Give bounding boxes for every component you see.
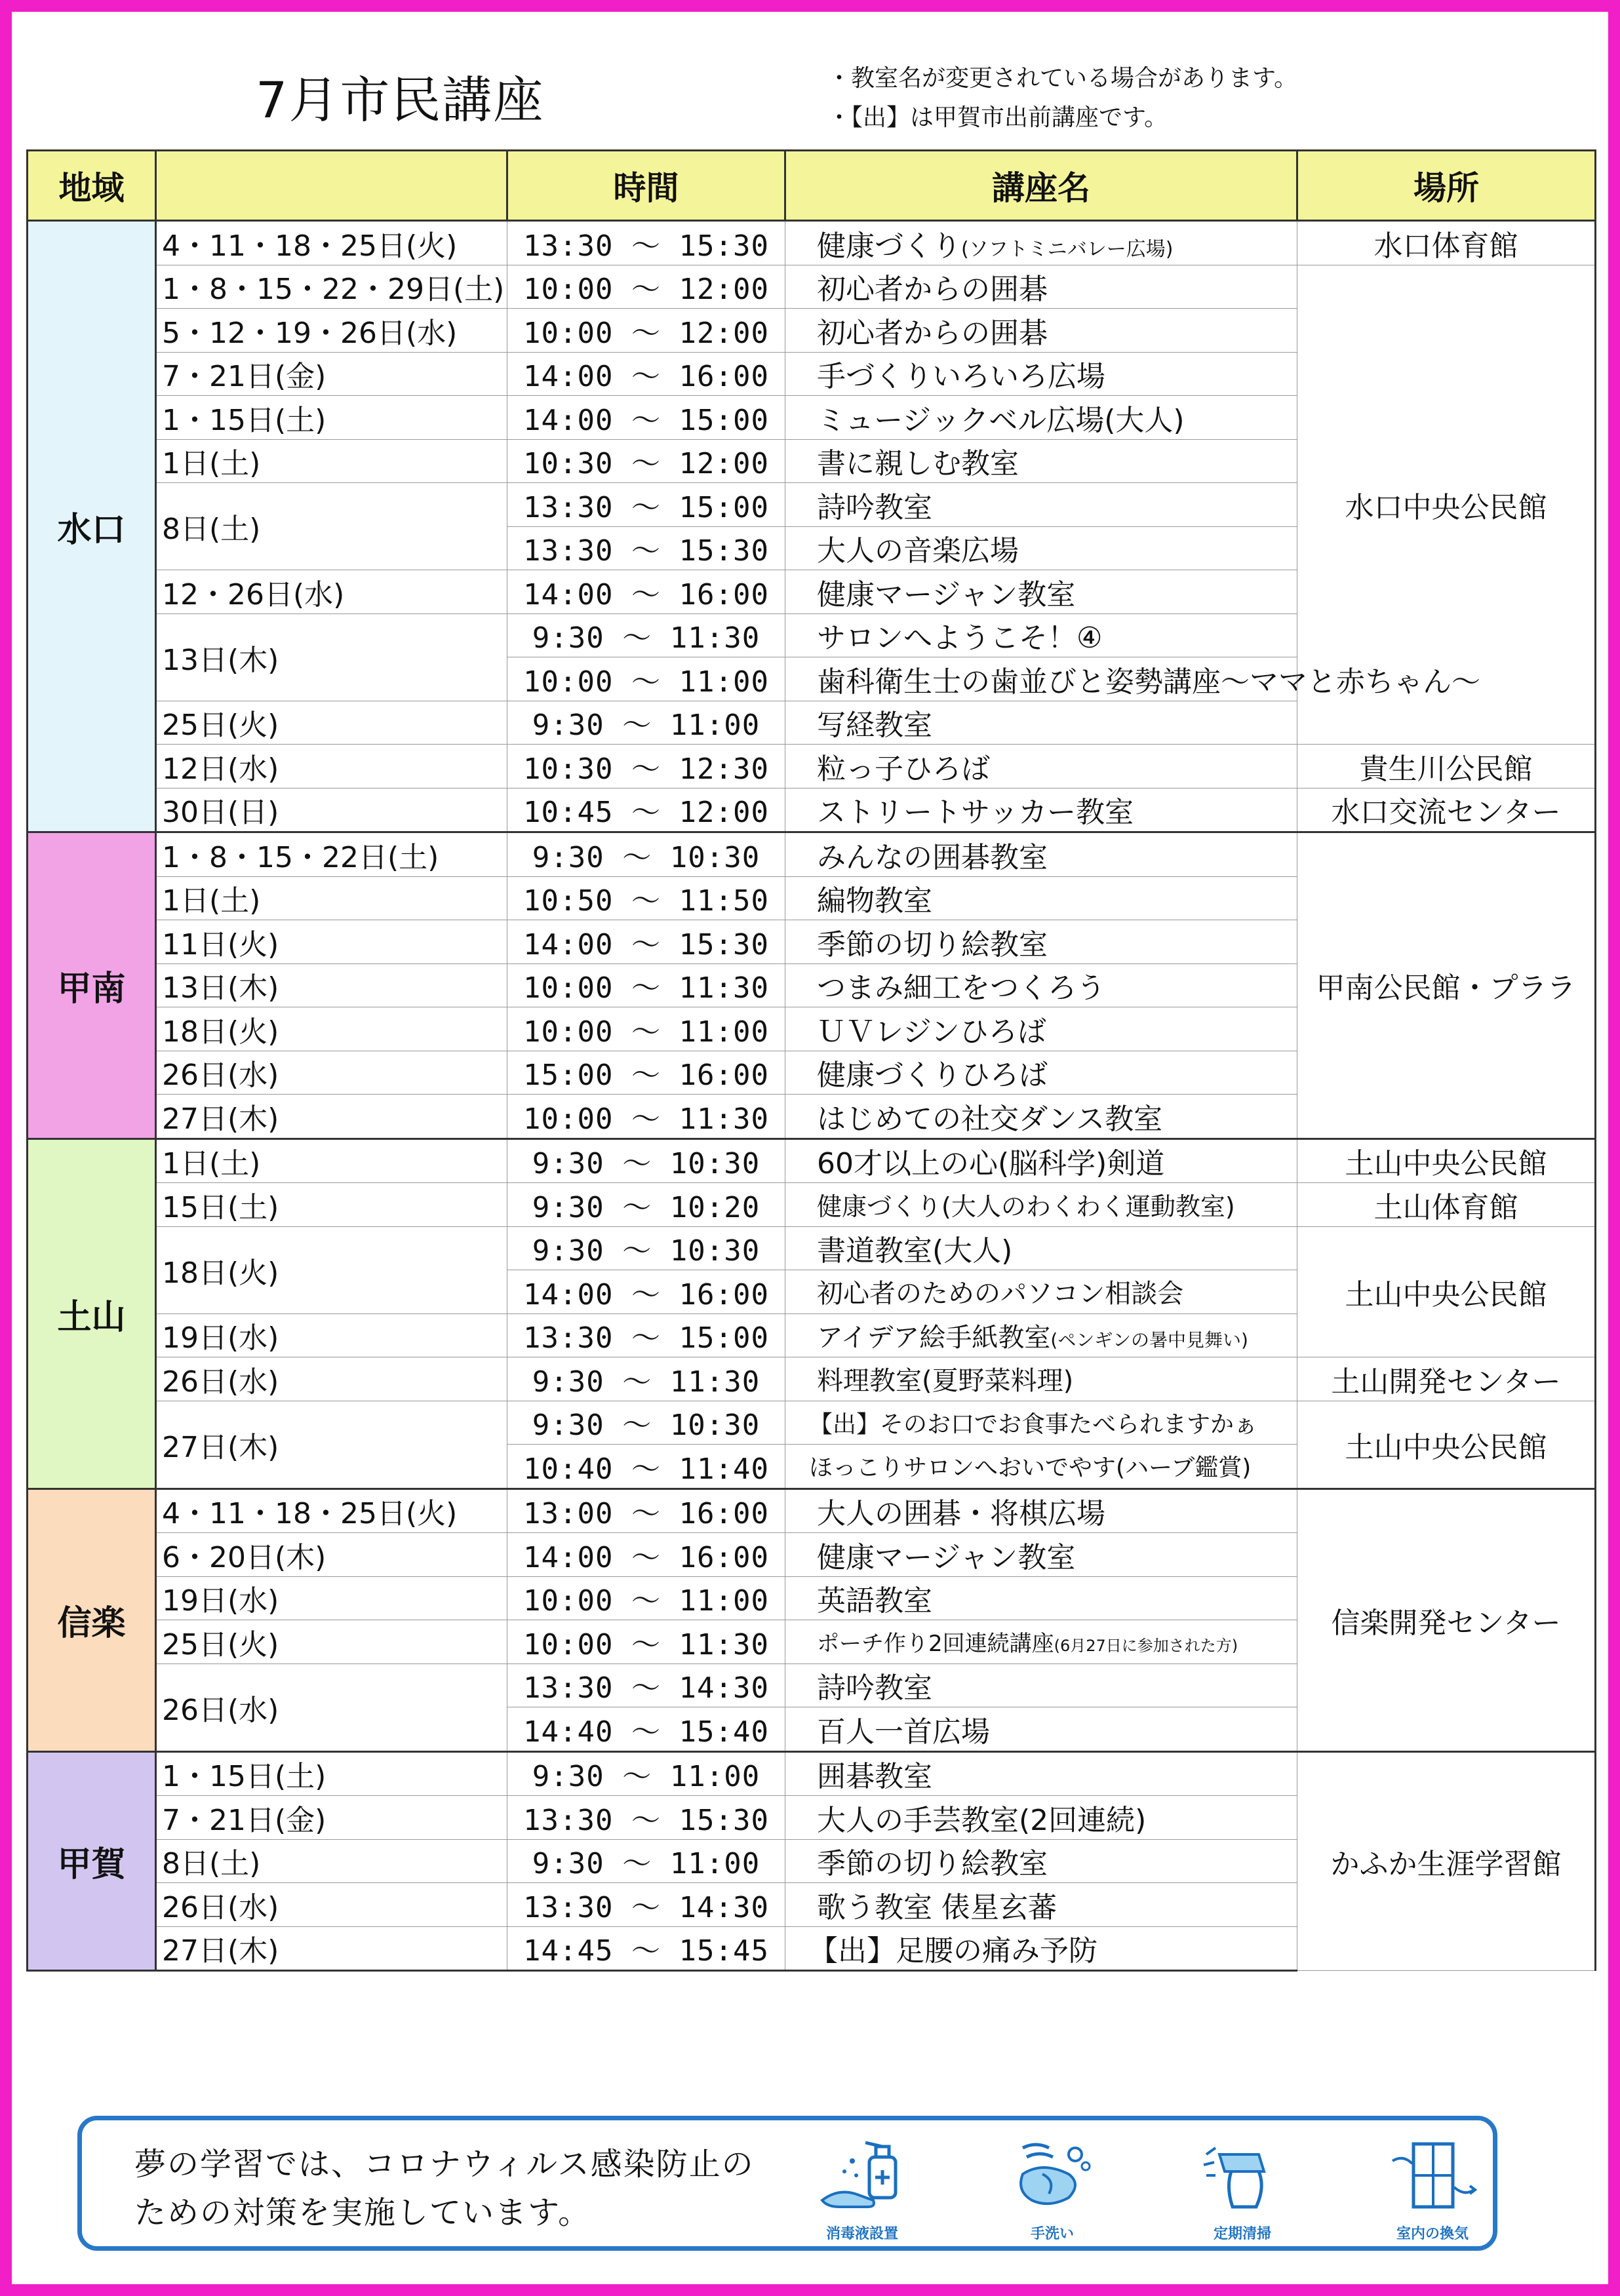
- row-date: 1日(土): [156, 439, 507, 483]
- row-name: 書道教室(大人): [785, 1226, 1297, 1270]
- row-time: 13:00 ～ 16:00: [507, 1489, 785, 1533]
- row-time: 9:30 ～ 10:30: [507, 1138, 785, 1183]
- row-name: 粒っ子ひろば: [785, 745, 1297, 788]
- row-time: 13:30 ～ 15:30: [507, 526, 785, 570]
- row-name: 大人の音楽広場: [785, 526, 1297, 570]
- row-time: 13:30 ～ 15:00: [507, 483, 785, 527]
- row-time: 10:00 ～ 11:30: [507, 1095, 785, 1139]
- region-shigaraki: 信楽: [28, 1489, 156, 1751]
- header-region: 地域: [28, 151, 156, 221]
- row-time: 9:30 ～ 11:00: [507, 1839, 785, 1883]
- row-name: ストリートサッカー教室: [785, 788, 1297, 832]
- row-name: ミュージックベル広場(大人): [785, 396, 1297, 440]
- row-name: 歯科衛生士の歯並びと姿勢講座～ママと赤ちゃん～: [785, 657, 1297, 701]
- region-minakuchi: 水口: [28, 221, 156, 832]
- row-place: かふか生涯学習館: [1297, 1751, 1596, 1971]
- row-date: 27日(木): [156, 1926, 507, 1971]
- row-name: 詩吟教室: [785, 1664, 1297, 1707]
- row-time: 10:50 ～ 11:50: [507, 876, 785, 920]
- row-date: 30日(日): [156, 788, 507, 832]
- covid-notice-line2: ための対策を実施しています。: [134, 2194, 591, 2231]
- covid-notice-line1: 夢の学習では、コロナウィルス感染防止の: [134, 2146, 755, 2183]
- row-time: 10:30 ～ 12:30: [507, 745, 785, 788]
- sanitizer-label: 消毒液設置: [825, 2226, 898, 2242]
- header-place: 場所: [1297, 151, 1596, 221]
- row-name: 料理教室(夏野菜料理): [785, 1357, 1297, 1401]
- row-date: 11日(火): [156, 920, 507, 964]
- row-date: 25日(火): [156, 1620, 507, 1664]
- handwash-icon: [993, 2135, 1111, 2243]
- row-name: 大人の手芸教室(2回連続): [785, 1796, 1297, 1840]
- row-name: 書に親しむ教室: [785, 439, 1297, 483]
- row-name: 健康マージャン教室: [785, 1533, 1297, 1577]
- sanitizer-icon: [803, 2135, 921, 2243]
- row-date: 12・26日(水): [156, 570, 507, 614]
- notes: [827, 59, 1297, 138]
- row-date: 27日(木): [156, 1401, 507, 1489]
- row-name: つまみ細工をつくろう: [785, 963, 1297, 1007]
- table-row: [28, 788, 1596, 832]
- row-time: 10:40 ～ 11:40: [507, 1445, 785, 1489]
- table-row: [28, 1138, 1596, 1183]
- row-name: 【出】足腰の痛み予防: [785, 1926, 1297, 1971]
- row-time: 10:00 ～ 11:30: [507, 1620, 785, 1664]
- row-time: 14:00 ～ 15:00: [507, 396, 785, 440]
- row-name: 【出】そのお口でお食事たべられますかぁ: [785, 1401, 1297, 1445]
- row-place: 土山中央公民館: [1297, 1138, 1596, 1183]
- row-time: 15:00 ～ 16:00: [507, 1051, 785, 1095]
- schedule-table: [26, 149, 1596, 1972]
- row-name: サロンへようこそ！④: [785, 613, 1297, 657]
- row-time: 10:00 ～ 12:00: [507, 265, 785, 309]
- row-date: 19日(水): [156, 1576, 507, 1620]
- row-time: 13:30 ～ 15:30: [507, 1796, 785, 1840]
- row-time: 9:30 ～ 10:30: [507, 832, 785, 877]
- row-date: 4・11・18・25日(火): [156, 1489, 507, 1533]
- row-date: 26日(水): [156, 1883, 507, 1927]
- note-1: ・教室名が変更されている場合があります。: [827, 65, 1298, 92]
- row-time: 14:00 ～ 16:00: [507, 352, 785, 396]
- row-name: みんなの囲碁教室: [785, 832, 1297, 877]
- row-date: 8日(土): [156, 483, 507, 570]
- row-place: 信楽開発センター: [1297, 1489, 1596, 1751]
- row-name: 写経教室: [785, 701, 1297, 745]
- row-name: 歌う教室 俵星玄蕃: [785, 1883, 1297, 1927]
- row-name: 健康づくり(ソフトミニバレー広場): [785, 221, 1297, 265]
- table-row: [28, 1489, 1596, 1533]
- row-date: 26日(水): [156, 1664, 507, 1751]
- row-time: 9:30 ～ 11:30: [507, 613, 785, 657]
- row-place: 土山体育館: [1297, 1183, 1596, 1227]
- row-date: 26日(水): [156, 1051, 507, 1095]
- row-name: ほっこりサロンへおいでやす(ハーブ鑑賞): [785, 1445, 1297, 1489]
- region-tsuchiyama: 土山: [28, 1138, 156, 1489]
- table-row: [28, 1357, 1596, 1401]
- row-time: 9:30 ～ 11:00: [507, 701, 785, 745]
- row-date: 1日(土): [156, 876, 507, 920]
- row-time: 10:30 ～ 12:00: [507, 439, 785, 483]
- row-name: 健康づくりひろば: [785, 1051, 1297, 1095]
- row-date: 27日(木): [156, 1095, 507, 1139]
- row-date: 1日(土): [156, 1138, 507, 1183]
- row-date: 7・21日(金): [156, 352, 507, 396]
- page-title: 7月市民講座: [256, 71, 545, 129]
- row-date: 8日(土): [156, 1839, 507, 1883]
- row-name: 健康マージャン教室: [785, 570, 1297, 614]
- row-place: 甲南公民館・プララ: [1297, 832, 1596, 1139]
- table-row: [28, 745, 1596, 788]
- table-row: [28, 1226, 1596, 1270]
- covid-notice-message: [134, 2140, 755, 2237]
- row-place: 土山中央公民館: [1297, 1401, 1596, 1489]
- row-name: ポーチ作り2回連続講座(6月27日に参加された方): [785, 1620, 1297, 1664]
- row-date: 1・15日(土): [156, 1751, 507, 1796]
- row-name: 初心者からの囲碁: [785, 309, 1297, 353]
- row-name: 百人一首広場: [785, 1707, 1297, 1752]
- covid-notice-box: [77, 2116, 1497, 2251]
- cleaning-label: 定期清掃: [1213, 2226, 1271, 2242]
- row-time: 14:00 ～ 15:30: [507, 920, 785, 964]
- row-date: 13日(木): [156, 613, 507, 701]
- row-name: 編物教室: [785, 876, 1297, 920]
- row-date: 19日(水): [156, 1313, 507, 1357]
- row-place: 土山開発センター: [1297, 1357, 1596, 1401]
- row-time: 9:30 ～ 11:30: [507, 1357, 785, 1401]
- row-time: 9:30 ～ 11:00: [507, 1751, 785, 1796]
- row-date: 1・8・15・22・29日(土): [156, 265, 507, 309]
- row-date: 6・20日(木): [156, 1533, 507, 1577]
- row-time: 10:00 ～ 11:30: [507, 963, 785, 1007]
- row-time: 9:30 ～ 10:30: [507, 1401, 785, 1445]
- row-name: 手づくりいろいろ広場: [785, 352, 1297, 396]
- note-2: ・【出】は甲賀市出前講座です。: [827, 104, 1168, 131]
- table-row: [28, 832, 1596, 877]
- row-name: アイデア絵手紙教室(ペンギンの暑中見舞い): [785, 1313, 1297, 1357]
- header-time: 時間: [507, 151, 785, 221]
- row-place: 水口交流センター: [1297, 788, 1596, 832]
- row-name: 季節の切り絵教室: [785, 1839, 1297, 1883]
- row-time: 10:00 ～ 11:00: [507, 657, 785, 701]
- row-time: 14:00 ～ 16:00: [507, 1270, 785, 1314]
- header-date: [156, 151, 507, 221]
- table-row: [28, 1401, 1596, 1445]
- row-time: 9:30 ～ 10:20: [507, 1183, 785, 1227]
- row-name: はじめての社交ダンス教室: [785, 1095, 1297, 1139]
- table-header-row: [28, 151, 1596, 221]
- row-place: 土山中央公民館: [1297, 1226, 1596, 1357]
- row-time: 13:30 ～ 14:30: [507, 1664, 785, 1707]
- table-row: [28, 1183, 1596, 1227]
- row-date: 26日(水): [156, 1357, 507, 1401]
- row-place: 貴生川公民館: [1297, 745, 1596, 788]
- row-date: 25日(火): [156, 701, 507, 745]
- row-name: 60才以上の心(脳科学)剣道: [785, 1138, 1297, 1183]
- ventilation-icon: [1373, 2135, 1492, 2243]
- ventilation-label: 室内の換気: [1396, 2226, 1469, 2242]
- row-time: 10:00 ～ 12:00: [507, 309, 785, 353]
- row-time: 14:40 ～ 15:40: [507, 1707, 785, 1752]
- region-koka: 甲賀: [28, 1751, 156, 1971]
- row-time: 13:30 ～ 15:00: [507, 1313, 785, 1357]
- row-time: 10:45 ～ 12:00: [507, 788, 785, 832]
- row-date: 15日(土): [156, 1183, 507, 1227]
- row-name: 健康づくり(大人のわくわく運動教室): [785, 1183, 1297, 1227]
- table-row: [28, 221, 1596, 265]
- row-date: 18日(火): [156, 1226, 507, 1313]
- table-row: [28, 265, 1596, 309]
- row-time: 14:45 ～ 15:45: [507, 1926, 785, 1971]
- row-time: 13:30 ～ 14:30: [507, 1883, 785, 1927]
- row-place: 水口体育館: [1297, 221, 1596, 265]
- row-time: 9:30 ～ 10:30: [507, 1226, 785, 1270]
- row-name: ＵＶレジンひろば: [785, 1007, 1297, 1051]
- row-date: 1・15日(土): [156, 396, 507, 440]
- row-date: 4・11・18・25日(火): [156, 221, 507, 265]
- row-date: 1・8・15・22日(土): [156, 832, 507, 877]
- row-time: 13:30 ～ 15:30: [507, 221, 785, 265]
- row-name: 初心者からの囲碁: [785, 265, 1297, 309]
- row-date: 5・12・19・26日(水): [156, 309, 507, 353]
- row-date: 12日(水): [156, 745, 507, 788]
- row-date: 7・21日(金): [156, 1796, 507, 1840]
- row-time: 14:00 ～ 16:00: [507, 570, 785, 614]
- row-place: 水口中央公民館: [1297, 265, 1596, 745]
- header-name: 講座名: [785, 151, 1297, 221]
- region-konan: 甲南: [28, 832, 156, 1139]
- row-date: 13日(木): [156, 963, 507, 1007]
- row-name: 大人の囲碁・将棋広場: [785, 1489, 1297, 1533]
- table-row: [28, 1751, 1596, 1796]
- row-name: 囲碁教室: [785, 1751, 1297, 1796]
- row-time: 10:00 ～ 11:00: [507, 1007, 785, 1051]
- row-name: 詩吟教室: [785, 483, 1297, 527]
- row-date: 18日(火): [156, 1007, 507, 1051]
- row-name: 初心者のためのパソコン相談会: [785, 1270, 1297, 1314]
- row-name: 英語教室: [785, 1576, 1297, 1620]
- row-time: 14:00 ～ 16:00: [507, 1533, 785, 1577]
- handwash-label: 手洗い: [1030, 2226, 1074, 2242]
- row-time: 10:00 ～ 11:00: [507, 1576, 785, 1620]
- cleaning-icon: [1183, 2135, 1301, 2243]
- row-name: 季節の切り絵教室: [785, 920, 1297, 964]
